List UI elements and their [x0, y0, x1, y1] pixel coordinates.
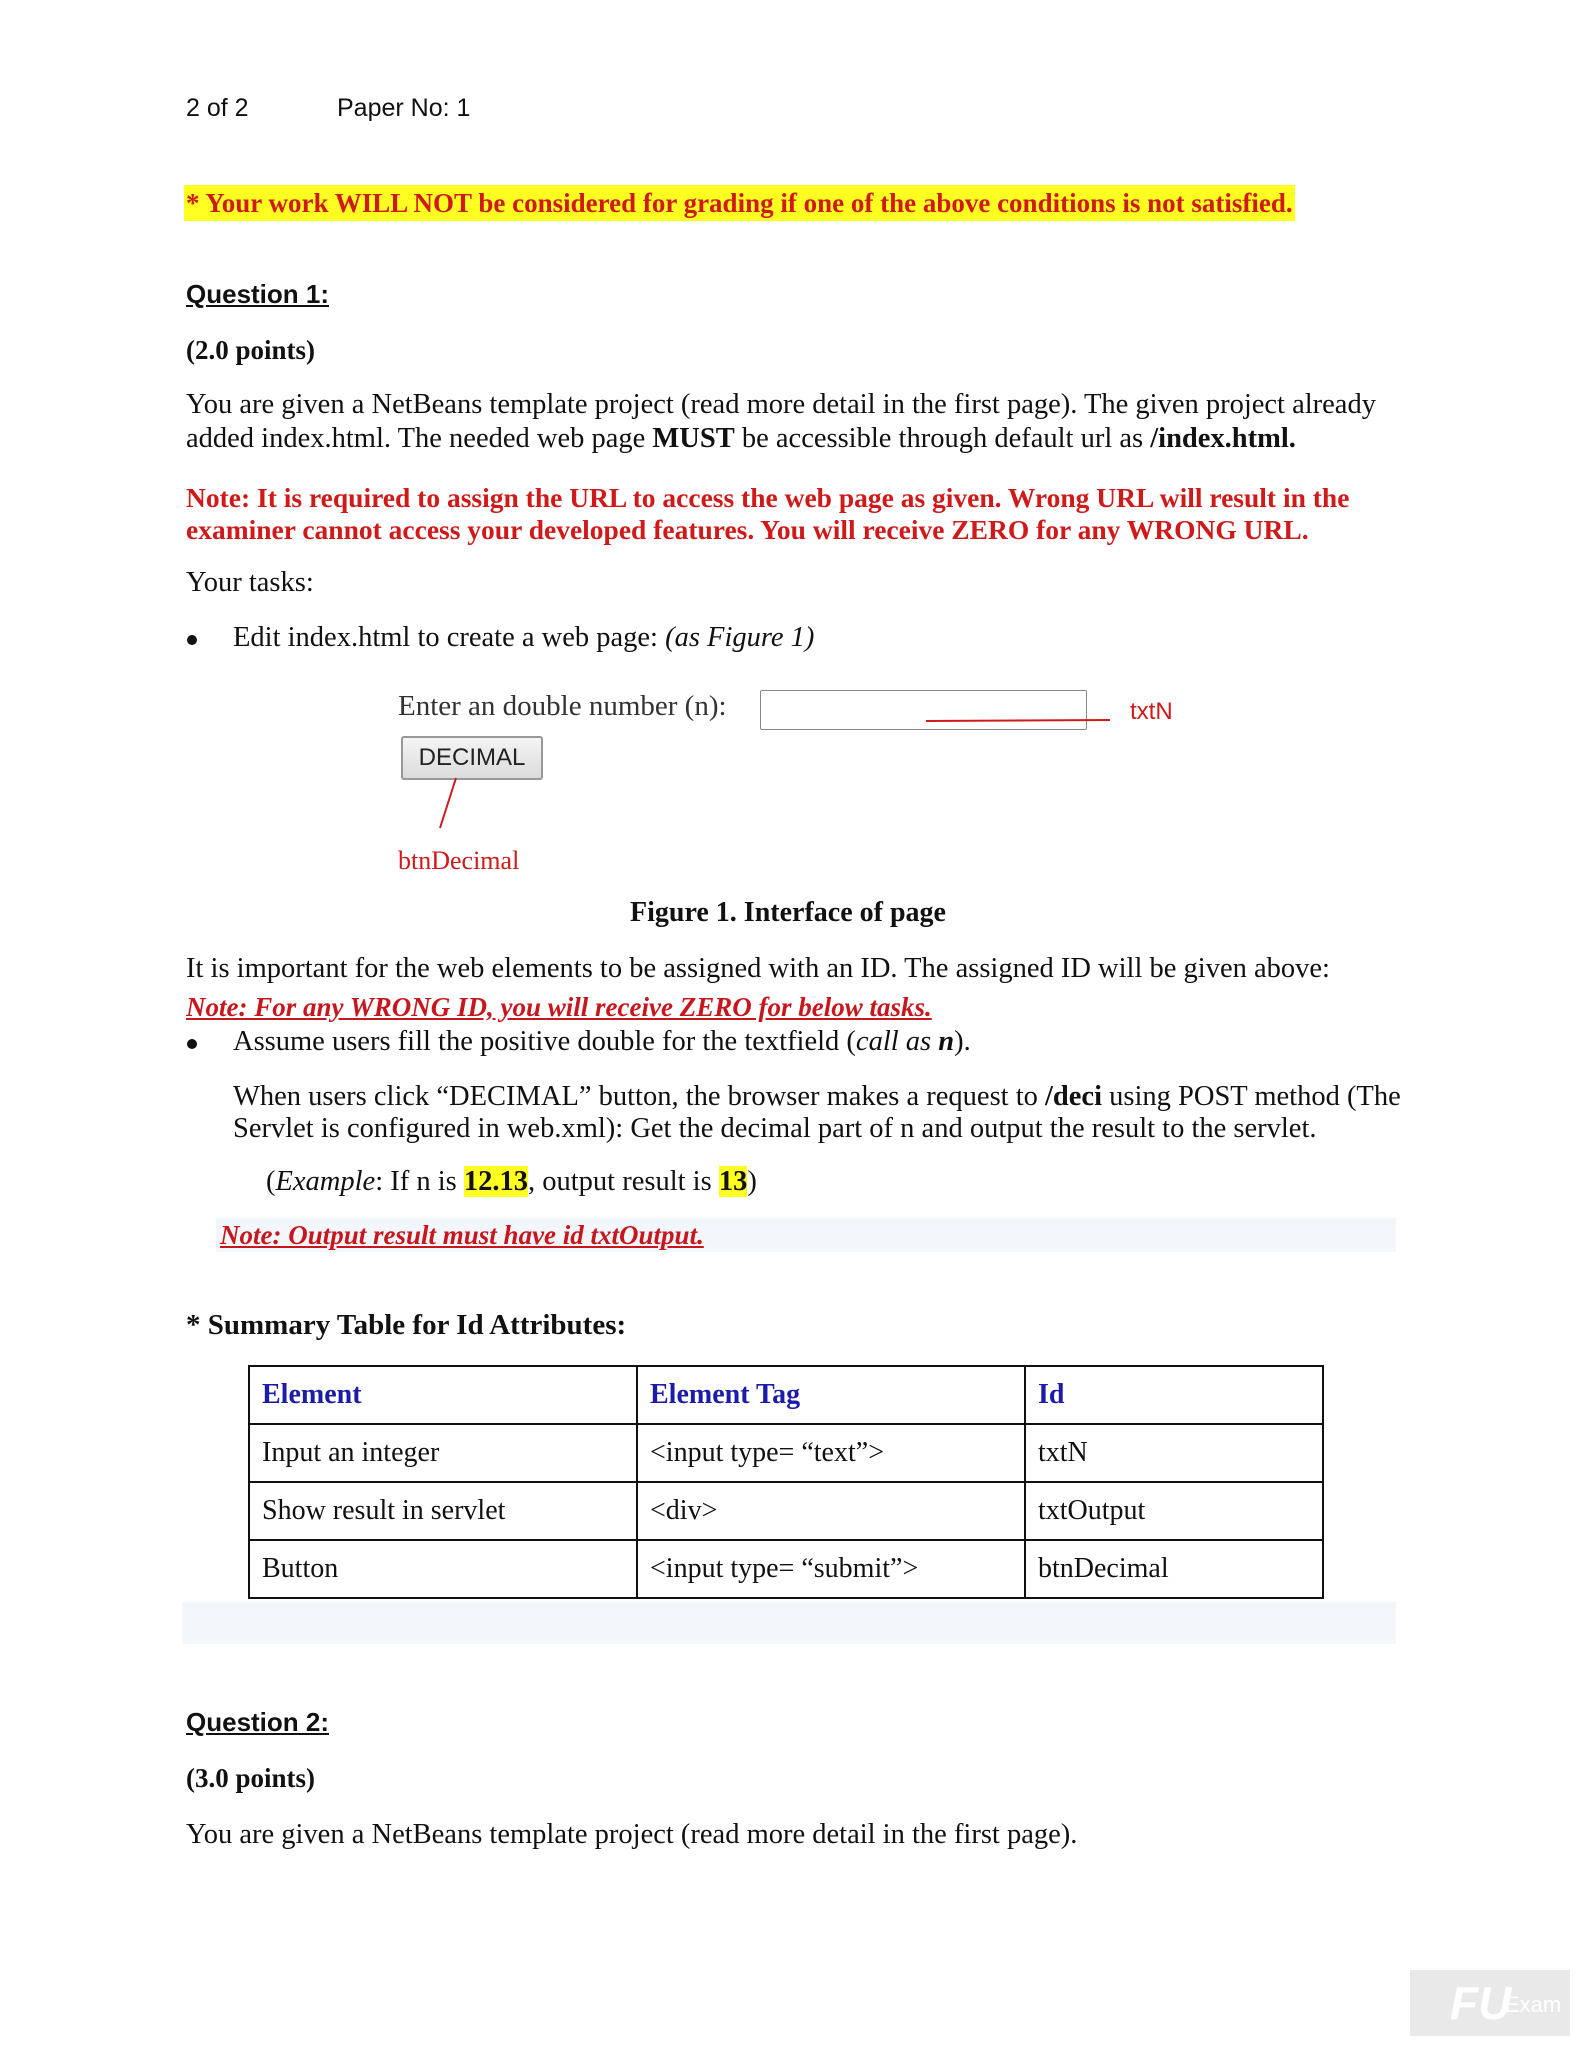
figure-caption: Figure 1. Interface of page — [630, 897, 946, 928]
table-cell: <div> — [637, 1482, 1025, 1540]
bullet-icon — [187, 1039, 197, 1049]
example-line — [266, 1165, 757, 1199]
q1-intro-text-a: added index.html. The needed web page — [186, 423, 653, 454]
q1-intro-must: MUST — [652, 423, 735, 454]
page-number: 2 of 2 — [186, 94, 249, 122]
table-cell: Input an integer — [249, 1424, 637, 1482]
example-output-value: 13 — [718, 1166, 748, 1197]
example-label: Example — [275, 1166, 376, 1197]
table-row — [249, 1424, 1323, 1482]
q1-intro-text-c: be accessible through default url as — [734, 423, 1151, 454]
detail-text-c: using POST method (The — [1102, 1081, 1401, 1112]
table-row — [249, 1482, 1323, 1540]
task-1-text: Edit index.html to create a web page: — [233, 622, 666, 653]
id-note-text: It is important for the web elements to be assigned with an ID. The assigned ID will be given above: — [186, 953, 1330, 984]
example-text-c: : If n is — [375, 1166, 464, 1197]
task-2-n: n — [938, 1026, 955, 1057]
summary-title: * Summary Table for Id Attributes: — [186, 1309, 627, 1341]
figure-annotation-lines — [398, 686, 1218, 886]
question-2-points: (3.0 points) — [186, 1763, 316, 1793]
question-2-title: Question 2: — [186, 1707, 330, 1737]
table-cell: Button — [249, 1540, 637, 1598]
url-note-line2: examiner cannot access your developed features. You will receive ZERO for any WRONG URL. — [186, 514, 1309, 545]
question-1-title: Question 1: — [186, 279, 330, 309]
table-header-cell: Id — [1025, 1366, 1323, 1424]
table-cell: txtOutput — [1025, 1482, 1323, 1540]
task-2-call-as: call as — [855, 1026, 939, 1057]
q1-intro-line2 — [186, 422, 1416, 456]
task-2-end: ). — [954, 1026, 971, 1057]
id-summary-table — [248, 1365, 1324, 1599]
task-2-detail-line1 — [233, 1080, 1463, 1114]
task-2-text: Assume users fill the positive double for the textfield ( — [233, 1026, 856, 1057]
table-cell: <input type= “text”> — [637, 1424, 1025, 1482]
table-header-cell: Element Tag — [637, 1366, 1025, 1424]
bullet-icon — [187, 635, 197, 645]
detail-text-a: When users click “DECIMAL” button, the browser makes a request to — [233, 1081, 1046, 1112]
table-cell: <input type= “submit”> — [637, 1540, 1025, 1598]
logo-subtext: Exam — [1505, 1992, 1562, 2017]
table-band — [182, 1602, 1396, 1644]
figure-btndecimal-label: btnDecimal — [398, 846, 520, 875]
q1-intro-line1: You are given a NetBeans template project (read more detail in the first page). The given project already — [186, 389, 1376, 420]
q1-intro-url: /index.html. — [1150, 423, 1296, 454]
example-text-d: , output result is — [528, 1166, 719, 1197]
output-note: Note: Output result must have id txtOutput. — [220, 1220, 704, 1250]
task-2-detail-line2: Servlet is configured in web.xml): Get the decimal part of n and output the result to the servlet. — [233, 1113, 1317, 1144]
question-2-intro: You are given a NetBeans template project (read more detail in the first page). — [186, 1819, 1078, 1850]
table-cell: txtN — [1025, 1424, 1323, 1482]
table-cell: Show result in servlet — [249, 1482, 637, 1540]
table-cell: btnDecimal — [1025, 1540, 1323, 1598]
your-tasks-label: Your tasks: — [186, 567, 314, 598]
question-1-points: (2.0 points) — [186, 335, 316, 365]
task-1 — [233, 621, 814, 655]
example-paren-open: ( — [266, 1166, 276, 1197]
table-header-cell: Element — [249, 1366, 637, 1424]
task-1-figure-ref: (as Figure 1) — [665, 622, 815, 653]
logo-text: FU — [1450, 1977, 1512, 2029]
detail-deci: /deci — [1045, 1081, 1103, 1112]
example-paren-close: ) — [747, 1166, 757, 1197]
grading-warning: * Your work WILL NOT be considered for grading if one of the above conditions is not satisfied. — [184, 185, 1295, 221]
table-header-row — [249, 1366, 1323, 1424]
figure-decimal-button: DECIMAL — [401, 736, 543, 780]
table-row — [249, 1540, 1323, 1598]
task-2 — [233, 1025, 971, 1059]
id-warning: Note: For any WRONG ID, you will receive ZERO for below tasks. — [186, 992, 932, 1022]
example-input-value: 12.13 — [463, 1166, 529, 1197]
fu-exam-logo — [1410, 1970, 1570, 2036]
paper-number: Paper No: 1 — [337, 94, 471, 122]
figure-input-label: Enter an double number (n): — [398, 690, 727, 722]
figure-1 — [398, 686, 1218, 886]
figure-txtn-label: txtN — [1130, 698, 1173, 725]
url-note-line1: Note: It is required to assign the URL to access the web page as given. Wrong URL will result in the — [186, 482, 1350, 513]
